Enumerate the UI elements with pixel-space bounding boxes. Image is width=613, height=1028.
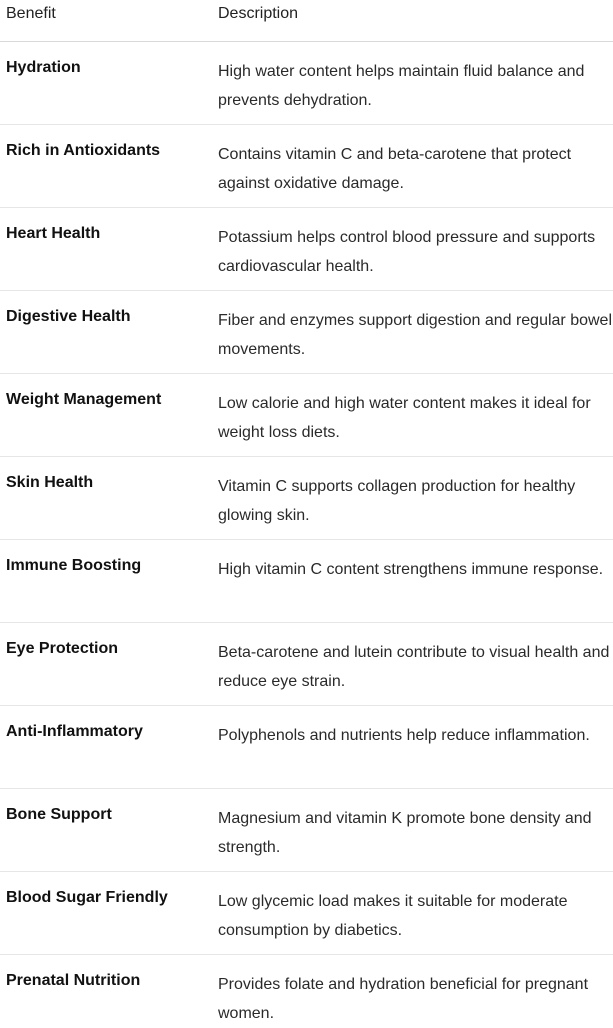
table-row	[0, 623, 613, 706]
description-cell: Magnesium and vitamin K promote bone density and strength.	[218, 810, 592, 856]
header-description: Description	[218, 5, 299, 22]
benefit-cell: Weight Management	[6, 391, 162, 408]
description-cell: Low glycemic load makes it suitable for moderate consumption by diabetics.	[218, 893, 568, 939]
table-header	[0, 0, 613, 42]
benefit-cell: Bone Support	[6, 806, 112, 823]
benefit-cell: Blood Sugar Friendly	[6, 889, 168, 906]
description-cell: Vitamin C supports collagen production for healthy glowing skin.	[218, 478, 576, 524]
description-cell: Low calorie and high water content makes it ideal for weight loss diets.	[218, 395, 591, 441]
benefit-cell: Prenatal Nutrition	[6, 972, 141, 989]
description-cell: Provides folate and hydration beneficial for pregnant women.	[218, 976, 589, 1022]
description-cell: Beta-carotene and lutein contribute to visual health and reduce eye strain.	[218, 644, 610, 690]
description-cell: High vitamin C content strengthens immune response.	[218, 561, 604, 578]
benefit-cell: Immune Boosting	[6, 557, 142, 574]
table-row	[0, 291, 613, 374]
benefit-cell: Rich in Antioxidants	[6, 142, 161, 159]
description-cell: High water content helps maintain fluid balance and prevents dehydration.	[218, 63, 585, 109]
table-row	[0, 706, 613, 789]
header-benefit: Benefit	[6, 5, 56, 22]
table-row	[0, 872, 613, 955]
benefit-cell: Heart Health	[6, 225, 101, 242]
benefit-cell: Eye Protection	[6, 640, 119, 657]
description-cell: Polyphenols and nutrients help reduce inflammation.	[218, 727, 590, 744]
table-row	[0, 457, 613, 540]
benefit-cell: Digestive Health	[6, 308, 131, 325]
table-row	[0, 125, 613, 208]
table-row	[0, 540, 613, 623]
description-cell: Potassium helps control blood pressure and supports cardiovascular health.	[218, 229, 596, 275]
benefit-cell: Hydration	[6, 59, 81, 76]
description-cell: Contains vitamin C and beta-carotene that protect against oxidative damage.	[218, 146, 572, 192]
table-row	[0, 789, 613, 872]
description-cell: Fiber and enzymes support digestion and regular bowel movements.	[218, 312, 613, 358]
benefit-cell: Anti-Inflammatory	[6, 723, 143, 740]
table-row	[0, 955, 613, 1024]
table-row	[0, 208, 613, 291]
benefit-cell: Skin Health	[6, 474, 94, 491]
table-row	[0, 374, 613, 457]
table-row	[0, 42, 613, 125]
